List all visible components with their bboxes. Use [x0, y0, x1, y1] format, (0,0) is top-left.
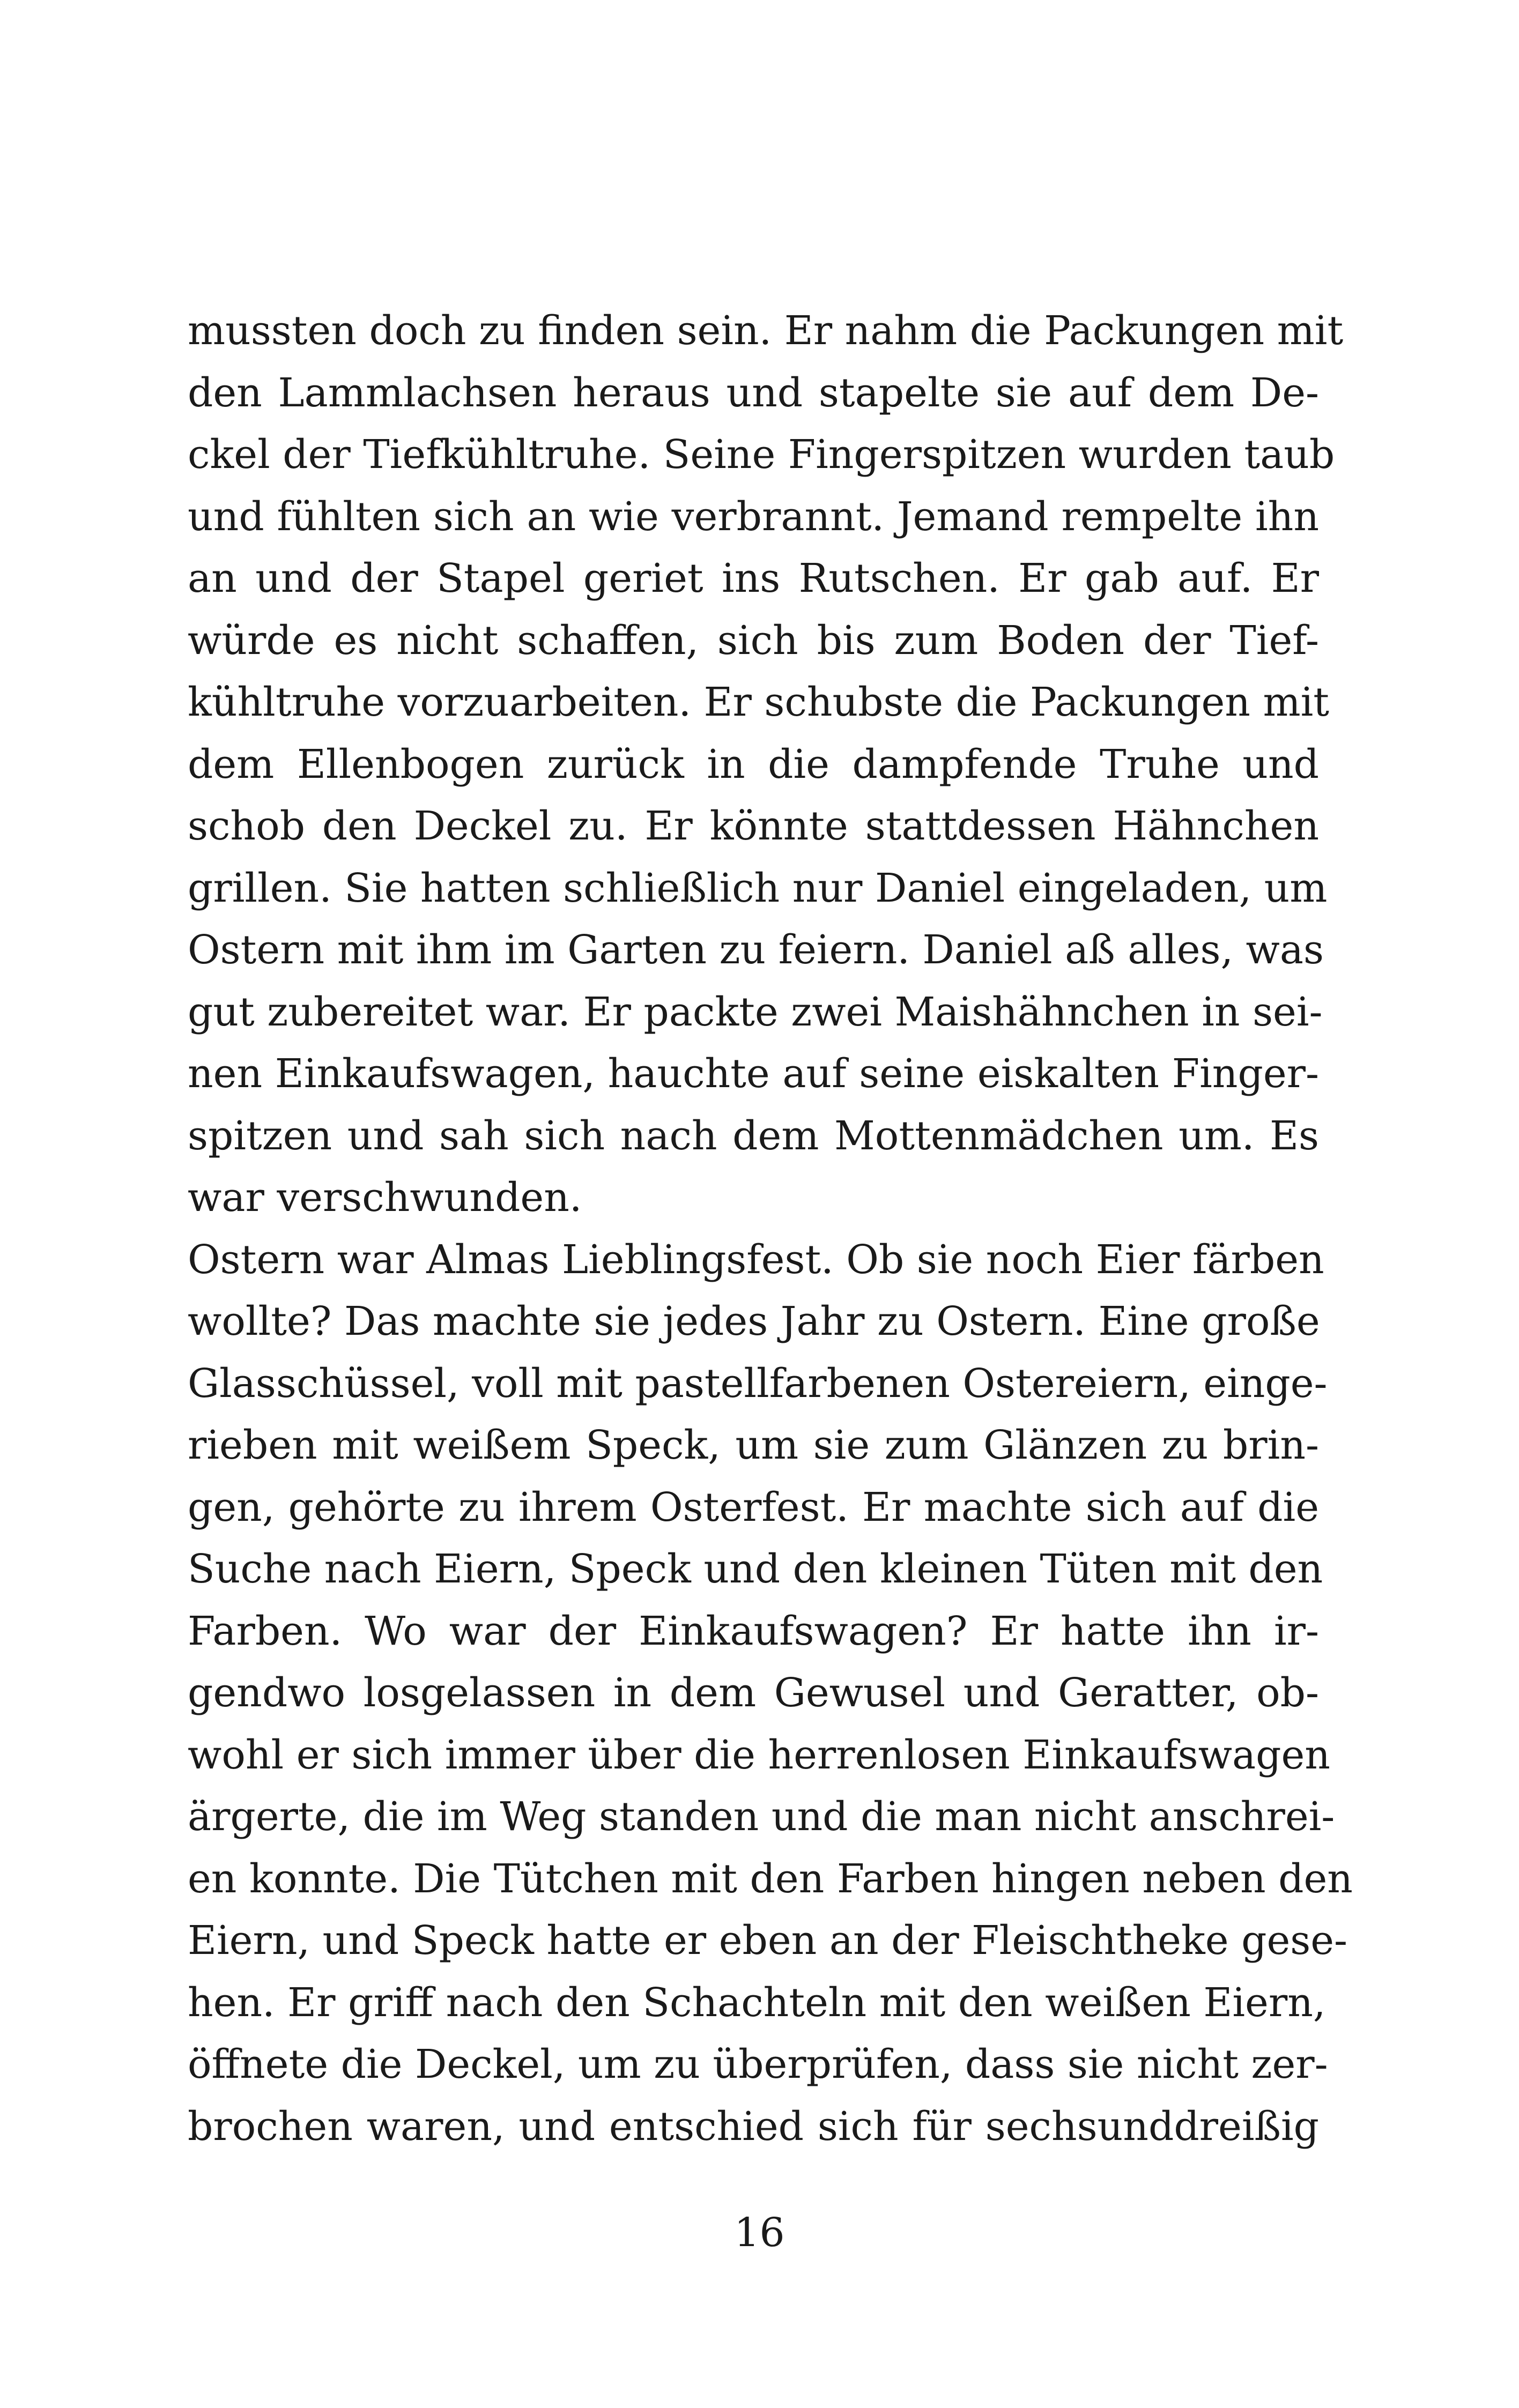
text-line: wohl er sich immer über die herrenlosen Einkaufswagen: [188, 1731, 1330, 1778]
text-line: würde es nicht schaffen, sich bis zum Boden der Tief-: [188, 617, 1319, 664]
text-line: öffnete die Deckel, um zu überprüfen, dass sie nicht zer-: [188, 2041, 1328, 2087]
text-line: brochen waren, und entschied sich für sechsunddreißig: [188, 2103, 1319, 2150]
text-line: grillen. Sie hatten schließlich nur Daniel eingeladen, um: [188, 865, 1328, 911]
text-line: Farben. Wo war der Einkaufswagen? Er hatte ihn ir-: [188, 1608, 1319, 1654]
text-line: Suche nach Eiern, Speck und den kleinen Tüten mit den: [188, 1546, 1323, 1592]
text-line: spitzen und sah sich nach dem Mottenmädchen um. Es: [188, 1112, 1319, 1159]
text-line: gen, gehörte zu ihrem Osterfest. Er machte sich auf die: [188, 1484, 1319, 1530]
text-line: Glasschüssel, voll mit pastellfarbenen Ostereiern, einge-: [188, 1360, 1328, 1407]
text-line: hen. Er griff nach den Schachteln mit den weißen Eiern,: [188, 1979, 1326, 2026]
text-line: wollte? Das machte sie jedes Jahr zu Ostern. Eine große: [188, 1298, 1320, 1344]
text-line: schob den Deckel zu. Er könnte stattdessen Hähnchen: [188, 803, 1319, 849]
text-line: dem Ellenbogen zurück in die dampfende Truhe und: [188, 741, 1319, 787]
text-line: Ostern mit ihm im Garten zu feiern. Daniel aß alles, was: [188, 927, 1324, 973]
text-line: gendwo losgelassen in dem Gewusel und Geratter, ob-: [188, 1670, 1319, 1716]
page-number: 16: [734, 2210, 785, 2256]
text-line: an und der Stapel geriet ins Rutschen. Er gab auf. Er: [188, 555, 1319, 601]
text-line: ärgerte, die im Weg standen und die man nicht anschrei-: [188, 1794, 1335, 1840]
text-line: den Lammlachsen heraus und stapelte sie auf dem De-: [188, 369, 1319, 416]
text-line: und fühlten sich an wie verbrannt. Jemand rempelte ihn: [188, 493, 1319, 540]
text-line: nen Einkaufswagen, hauchte auf seine eiskalten Finger-: [188, 1051, 1319, 1097]
text-line: Ostern war Almas Lieblingsfest. Ob sie noch Eier färben: [188, 1236, 1324, 1283]
text-line: ckel der Tiefkühltruhe. Seine Fingerspitzen wurden taub: [188, 432, 1335, 478]
text-line: kühltruhe vorzuarbeiten. Er schubste die Packungen mit: [188, 679, 1330, 725]
text-line: mussten doch zu finden sein. Er nahm die Packungen mit: [188, 308, 1344, 354]
text-line: Eiern, und Speck hatte er eben an der Fleischtheke gese-: [188, 1918, 1348, 1964]
text-line: gut zubereitet war. Er packte zwei Maishähnchen in sei-: [188, 989, 1323, 1035]
text-line: en konnte. Die Tütchen mit den Farben hingen neben den: [188, 1855, 1353, 1902]
body-text: [188, 300, 1353, 2158]
text-line: rieben mit weißem Speck, um sie zum Glänzen zu brin-: [188, 1422, 1319, 1468]
paragraph-end-line: war verschwunden.: [188, 1175, 582, 1221]
